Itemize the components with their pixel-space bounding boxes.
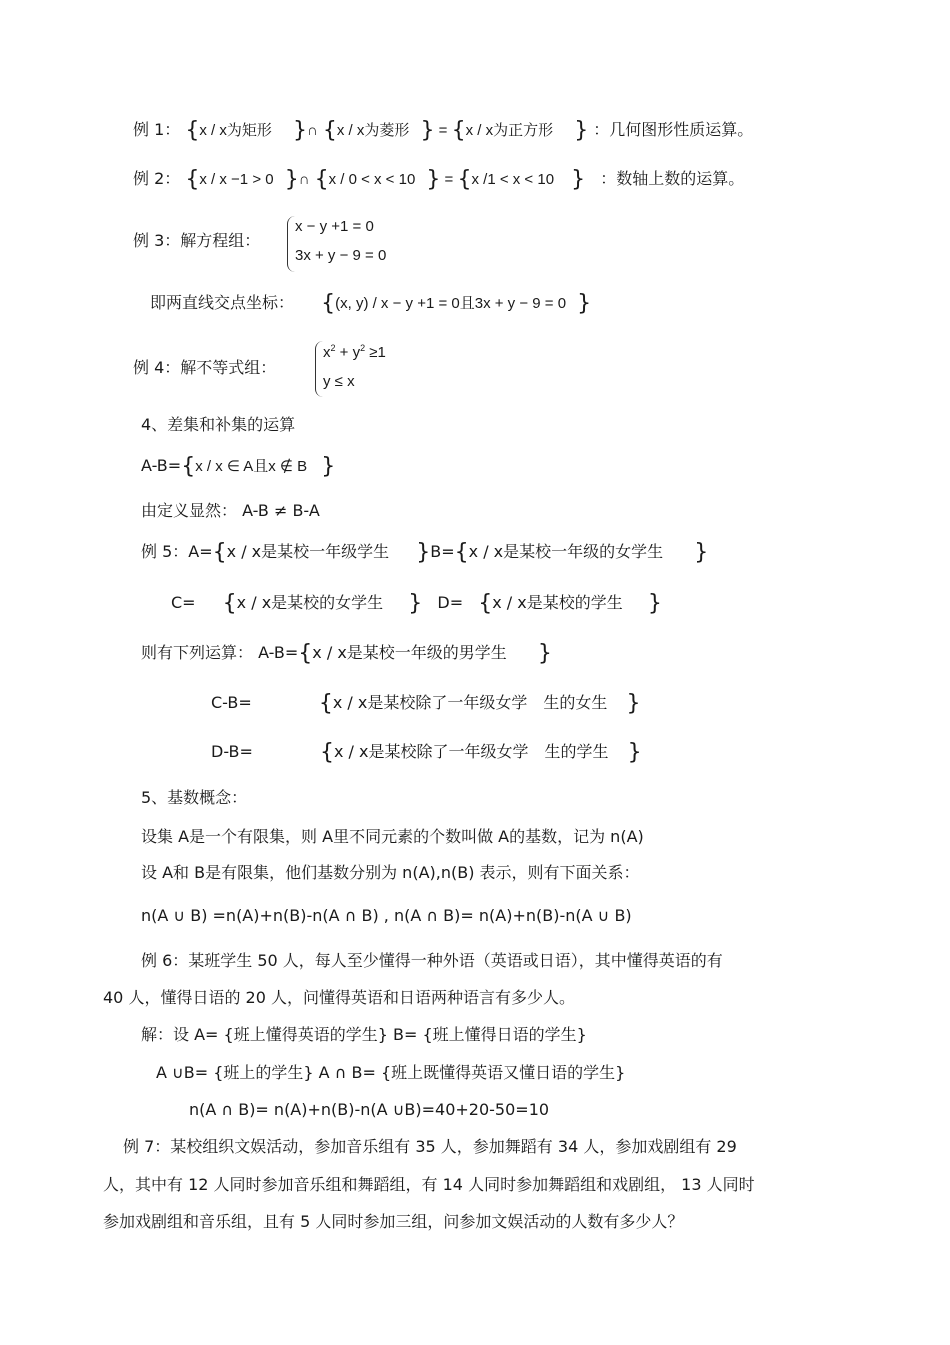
- left-brace: {: [222, 591, 237, 616]
- section-4-heading: 4、差集和补集的运算: [141, 415, 296, 434]
- term-x: x: [323, 344, 331, 361]
- ops-label: 则有下列运算： A-B=: [141, 643, 299, 662]
- set-b-label: B=: [430, 542, 455, 561]
- left-brace: {: [454, 540, 469, 565]
- left-brace: {: [314, 167, 329, 192]
- term-ge-1: ≥1: [365, 344, 386, 361]
- left-brace: {: [320, 740, 334, 765]
- cardinality-definition: 设集 A是一个有限集，则 A里不同元素的个数叫做 A的基数，记为 n(A): [141, 827, 644, 846]
- set-rhombuses: x / x为菱形: [336, 122, 410, 139]
- set-b: x / x是某校一年级的女学生: [468, 542, 664, 561]
- difference-set: x / x ∈ A且x ∉ B: [195, 458, 308, 475]
- example-6-solution-3: n(A ∩ B)= n(A)+n(B)-n(A ∪B)=40+20-50=10: [189, 1100, 550, 1119]
- set-a-minus-b: x / x是某校一年级的男学生: [312, 643, 507, 662]
- right-brace: }: [627, 740, 642, 765]
- set-a-label: A=: [188, 542, 213, 561]
- right-brace: }: [577, 291, 592, 316]
- left-brace: {: [212, 540, 227, 565]
- right-brace: }: [694, 540, 709, 565]
- left-brace: {: [457, 167, 472, 192]
- set-c: x / x是某校的女学生: [236, 593, 384, 612]
- left-brace: {: [322, 118, 337, 143]
- example-6-line-1: 例 6：某班学生 50 人，每人至少懂得一种外语（英语或日语），其中懂得英语的有: [141, 951, 723, 970]
- set-d-minus-b: x / x是某校除了一年级女学 生的学生: [334, 742, 609, 761]
- set-rectangles: x / x为矩形: [199, 122, 272, 139]
- example-1-description: ：几何图形性质运算。: [593, 120, 754, 139]
- set-d: x / x是某校的学生: [492, 593, 623, 612]
- left-brace: {: [478, 591, 493, 616]
- set-c-minus-b: x / x是某校除了一年级女学 生的女生: [332, 693, 608, 712]
- set-c-label: C=: [171, 593, 196, 612]
- right-brace: }: [537, 641, 552, 666]
- equals-symbol: =: [434, 122, 452, 139]
- example-2-description: ：数轴上数的运算。: [600, 169, 745, 188]
- example-7-line-2: 人，其中有 12 人同时参加音乐组和舞蹈组，有 14 人同时参加舞蹈组和戏剧组， 13 人同时: [103, 1175, 755, 1194]
- equals-symbol: =: [440, 171, 458, 188]
- left-brace: {: [298, 641, 313, 666]
- left-brace: {: [451, 118, 466, 143]
- cardinality-formula: n(A ∪ B) =n(A)+n(B)-n(A ∩ B) , n(A ∩ B)= n(A)+n(B)-n(A ∪ B): [141, 906, 632, 925]
- exponent: 2: [360, 343, 366, 353]
- intersection-symbol: ∩: [298, 171, 310, 188]
- example-2: [133, 168, 744, 191]
- example-6-solution-2: A ∪B= {班上的学生} A ∩ B= {班上既懂得英语又懂日语的学生}: [156, 1063, 626, 1082]
- example-7-line-3: 参加戏剧组和音乐组，且有 5 人同时参加三组，问参加文娱活动的人数有多少人？: [103, 1212, 684, 1231]
- term-y: + y: [335, 344, 361, 361]
- equation-2: 3x + y − 9 = 0: [295, 247, 387, 264]
- example-5-c-minus-b: [211, 692, 640, 714]
- set-a: x / x是某校一年级学生: [226, 542, 390, 561]
- c-minus-b-label: C-B=: [211, 693, 252, 712]
- set-0-lt-x-lt-10: x / 0 < x < 10: [328, 171, 416, 188]
- left-brace: {: [318, 691, 333, 716]
- example-1: [133, 119, 753, 142]
- left-brace: {: [321, 291, 336, 316]
- cardinality-relation-intro: 设 A和 B是有限集，他们基数分别为 n(A),n(B) 表示，则有下面关系：: [141, 863, 640, 882]
- right-brace: }: [321, 454, 336, 479]
- d-minus-b-label: D-B=: [211, 742, 253, 761]
- right-brace: }: [574, 118, 589, 143]
- right-brace: }: [408, 591, 423, 616]
- left-brace: {: [185, 118, 200, 143]
- example-5-line-2: [171, 592, 662, 614]
- equation-system: [287, 216, 427, 272]
- difference-definition: [141, 455, 335, 478]
- left-brace: {: [181, 454, 196, 479]
- inequality-2: y ≤ x: [323, 373, 355, 390]
- example-4-label: 例 4：解不等式组：: [133, 358, 277, 377]
- example-7-line-1: 例 7：某校组织文娱活动，参加音乐组有 35 人，参加舞蹈有 34 人，参加戏剧组有 29: [123, 1137, 737, 1156]
- difference-label: A-B=: [141, 456, 182, 475]
- right-brace: }: [416, 540, 431, 565]
- intersection-symbol: ∩: [306, 122, 318, 139]
- example-5-ops: [141, 642, 552, 664]
- right-brace: }: [284, 167, 299, 192]
- intersection-point-label: 即两直线交点坐标：: [150, 293, 295, 312]
- set-1-lt-x-lt-10: x /1 < x < 10: [471, 171, 555, 188]
- equation-1: x − y +1 = 0: [295, 218, 374, 235]
- example-2-label: 例 2：: [133, 169, 181, 188]
- difference-not-commutative: 由定义显然： A-B ≠ B-A: [141, 501, 320, 520]
- right-brace: }: [626, 691, 641, 716]
- set-x-gt-1: x / x −1 > 0: [199, 171, 274, 188]
- section-5-heading: 5、基数概念：: [141, 788, 248, 807]
- example-5-label: 例 5：: [141, 542, 189, 561]
- intersection-point-line: [150, 292, 591, 315]
- example-5-line-1: [141, 541, 708, 563]
- exponent: 2: [330, 343, 336, 353]
- example-3-label: 例 3：解方程组：: [133, 231, 261, 250]
- right-brace: }: [292, 118, 307, 143]
- example-5-d-minus-b: [211, 741, 642, 763]
- example-6-solution-1: 解：设 A= {班上懂得英语的学生} B= {班上懂得日语的学生}: [141, 1025, 587, 1044]
- right-brace: }: [647, 591, 662, 616]
- example-1-label: 例 1：: [133, 120, 181, 139]
- right-brace: }: [420, 118, 435, 143]
- right-brace: }: [571, 167, 586, 192]
- inequality-1: [323, 343, 386, 361]
- example-6-line-2: 40 人，懂得日语的 20 人，问懂得英语和日语两种语言有多少人。: [103, 988, 575, 1007]
- set-squares: x / x为正方形: [465, 122, 554, 139]
- set-d-label: D=: [437, 593, 464, 612]
- inequality-system: [315, 341, 425, 397]
- intersection-point-set: (x, y) / x − y +1 = 0且3x + y − 9 = 0: [335, 295, 567, 312]
- right-brace: }: [426, 167, 441, 192]
- left-brace: {: [185, 167, 200, 192]
